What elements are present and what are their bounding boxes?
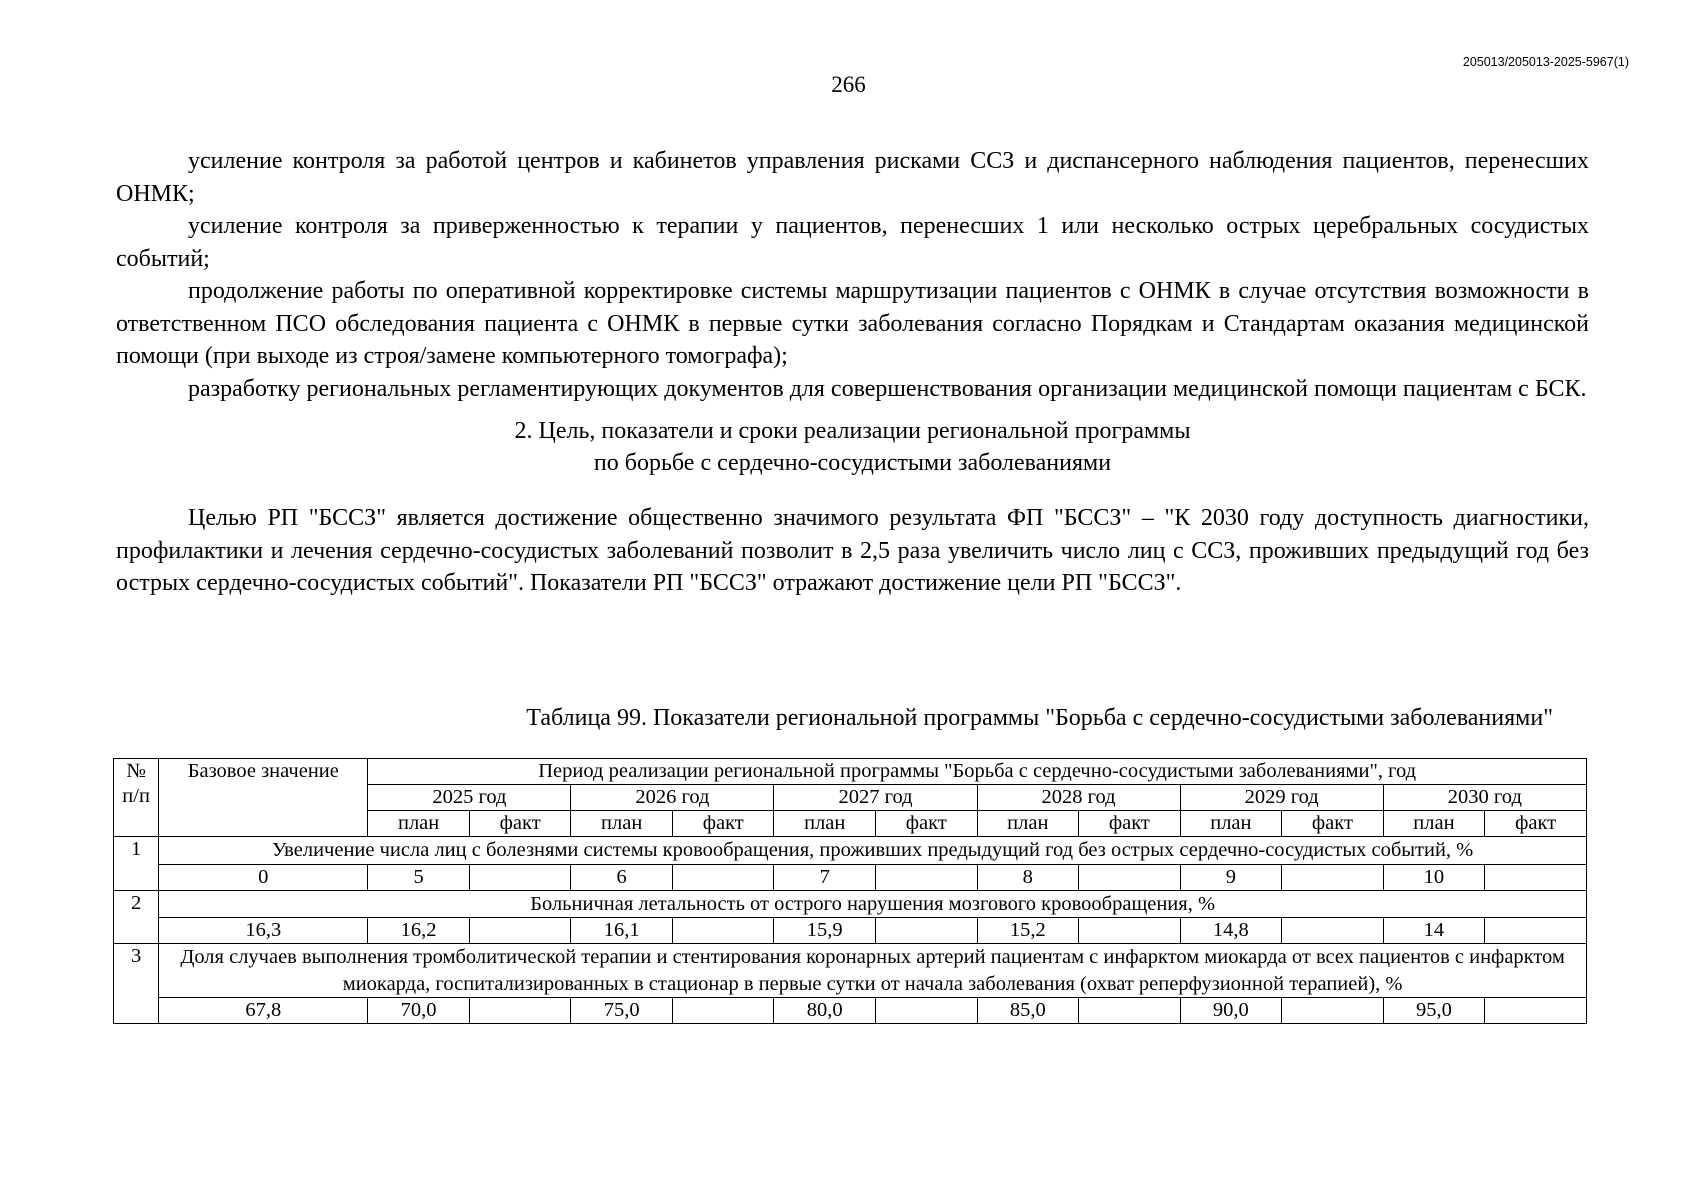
plan-value: 16,1 xyxy=(571,918,673,944)
plan-value: 85,0 xyxy=(977,998,1079,1024)
fact-value xyxy=(672,998,774,1024)
plan-header: план xyxy=(1180,811,1282,837)
plan-value: 95,0 xyxy=(1383,998,1485,1024)
indicator-number: 3 xyxy=(114,944,159,1024)
fact-value xyxy=(672,918,774,944)
plan-header: план xyxy=(368,811,470,837)
plan-value: 7 xyxy=(774,864,876,890)
table-header-row xyxy=(114,759,1587,785)
indicator-title: Увеличение числа лиц с болезнями системы кровообращения, проживших предыдущий год без острых сердечно-сосудистых событий, % xyxy=(159,837,1587,865)
fact-value xyxy=(469,918,571,944)
plan-value: 9 xyxy=(1180,864,1282,890)
plan-value: 6 xyxy=(571,864,673,890)
paragraph: разработку региональных регламентирующих документов для совершенствования организации медицинской помощи пациентам с БСК. xyxy=(188,375,1587,402)
plan-header: план xyxy=(1383,811,1485,837)
indicator-title-row xyxy=(114,944,1587,998)
indicator-values-row xyxy=(114,918,1587,944)
plan-header: план xyxy=(774,811,876,837)
year-header: 2030 год xyxy=(1383,785,1586,811)
fact-value xyxy=(876,918,978,944)
year-header: 2025 год xyxy=(368,785,571,811)
year-header: 2028 год xyxy=(977,785,1180,811)
fact-value xyxy=(1282,918,1384,944)
fact-header: факт xyxy=(876,811,978,837)
year-header: 2027 год xyxy=(774,785,977,811)
plan-value: 15,2 xyxy=(977,918,1079,944)
plan-value: 5 xyxy=(368,864,470,890)
indicator-number: 1 xyxy=(114,837,159,891)
plan-value: 8 xyxy=(977,864,1079,890)
header-period: Период реализации региональной программы "Борьба с сердечно-сосудистыми заболеваниями", год xyxy=(368,759,1587,785)
plan-value: 80,0 xyxy=(774,998,876,1024)
section-heading-line: 2. Цель, показатели и сроки реализации региональной программы xyxy=(514,418,1191,444)
paragraph: продолжение работы по оперативной корректировке системы маршрутизации пациентов с ОНМК в случае отсутствия возможности в ответственном ПСО обследования пациента с ОНМК в первые сутки заболевания согласно Порядкам и Стандартам оказания медицинской помощи (при выходе из строя/замене компьютерного томографа); xyxy=(116,278,1589,369)
plan-header: план xyxy=(977,811,1079,837)
page-number: 266 xyxy=(831,72,866,97)
indicator-title: Больничная летальность от острого нарушения мозгового кровообращения, % xyxy=(159,890,1587,918)
indicator-number: 2 xyxy=(114,890,159,944)
paragraph: усиление контроля за работой центров и кабинетов управления рисками ССЗ и диспансерного наблюдения пациентов, перенесших ОНМК; xyxy=(116,148,1589,207)
plan-value: 14 xyxy=(1383,918,1485,944)
base-value: 67,8 xyxy=(159,998,368,1024)
indicator-title-row xyxy=(114,837,1587,865)
fact-value xyxy=(1485,998,1587,1024)
goal-paragraph: Целью РП "БССЗ" является достижение общественно значимого результата ФП "БССЗ" – "К 2030 году доступность диагностики, профилактики и лечения сердечно-сосудистых заболеваний позволит в 2,5 раза увеличить число лиц с ССЗ, проживших предыдущий год без острых сердечно-сосудистых событий". Показатели РП "БССЗ" отражают достижение цели РП "БССЗ". xyxy=(116,505,1589,596)
plan-value: 14,8 xyxy=(1180,918,1282,944)
plan-value: 90,0 xyxy=(1180,998,1282,1024)
fact-header: факт xyxy=(672,811,774,837)
base-value: 0 xyxy=(159,864,368,890)
fact-value xyxy=(1282,998,1384,1024)
fact-value xyxy=(672,864,774,890)
indicator-values-row xyxy=(114,864,1587,890)
fact-value xyxy=(469,864,571,890)
document-body xyxy=(116,145,1589,600)
fact-value xyxy=(876,998,978,1024)
base-value: 16,3 xyxy=(159,918,368,944)
fact-header: факт xyxy=(1079,811,1181,837)
fact-value xyxy=(469,998,571,1024)
year-header: 2029 год xyxy=(1180,785,1383,811)
table-caption: Таблица 99. Показатели региональной программы "Борьба с сердечно-сосудистыми заболеваниями" xyxy=(526,705,1553,731)
plan-value: 75,0 xyxy=(571,998,673,1024)
indicators-table xyxy=(113,758,1587,1024)
plan-value: 16,2 xyxy=(368,918,470,944)
indicator-values-row xyxy=(114,998,1587,1024)
document-id: 205013/205013-2025-5967(1) xyxy=(1462,55,1629,69)
plan-header: план xyxy=(571,811,673,837)
fact-value xyxy=(1079,918,1181,944)
header-num: № п/п xyxy=(114,759,159,837)
fact-header: факт xyxy=(1282,811,1384,837)
fact-header: факт xyxy=(469,811,571,837)
fact-header: факт xyxy=(1485,811,1587,837)
indicator-title: Доля случаев выполнения тромболитической терапии и стентирования коронарных артерий пациентам с инфарктом миокарда от всех пациентов с инфарктом миокарда, госпитализированных в стационар в первые сутки от начала заболевания (охват реперфузионной терапией), % xyxy=(159,944,1587,998)
plan-value: 10 xyxy=(1383,864,1485,890)
fact-value xyxy=(1485,918,1587,944)
fact-value xyxy=(1079,998,1181,1024)
plan-value: 70,0 xyxy=(368,998,470,1024)
fact-value xyxy=(1485,864,1587,890)
indicator-title-row xyxy=(114,890,1587,918)
fact-value xyxy=(876,864,978,890)
year-header: 2026 год xyxy=(571,785,774,811)
paragraph: усиление контроля за приверженностью к терапии у пациентов, перенесших 1 или несколько острых церебральных сосудистых событий; xyxy=(116,213,1589,272)
fact-value xyxy=(1282,864,1384,890)
header-base: Базовое значение xyxy=(159,759,368,837)
section-heading xyxy=(116,415,1589,479)
section-heading-line: по борьбе с сердечно-сосудистыми заболеваниями xyxy=(593,450,1112,476)
fact-value xyxy=(1079,864,1181,890)
plan-value: 15,9 xyxy=(774,918,876,944)
